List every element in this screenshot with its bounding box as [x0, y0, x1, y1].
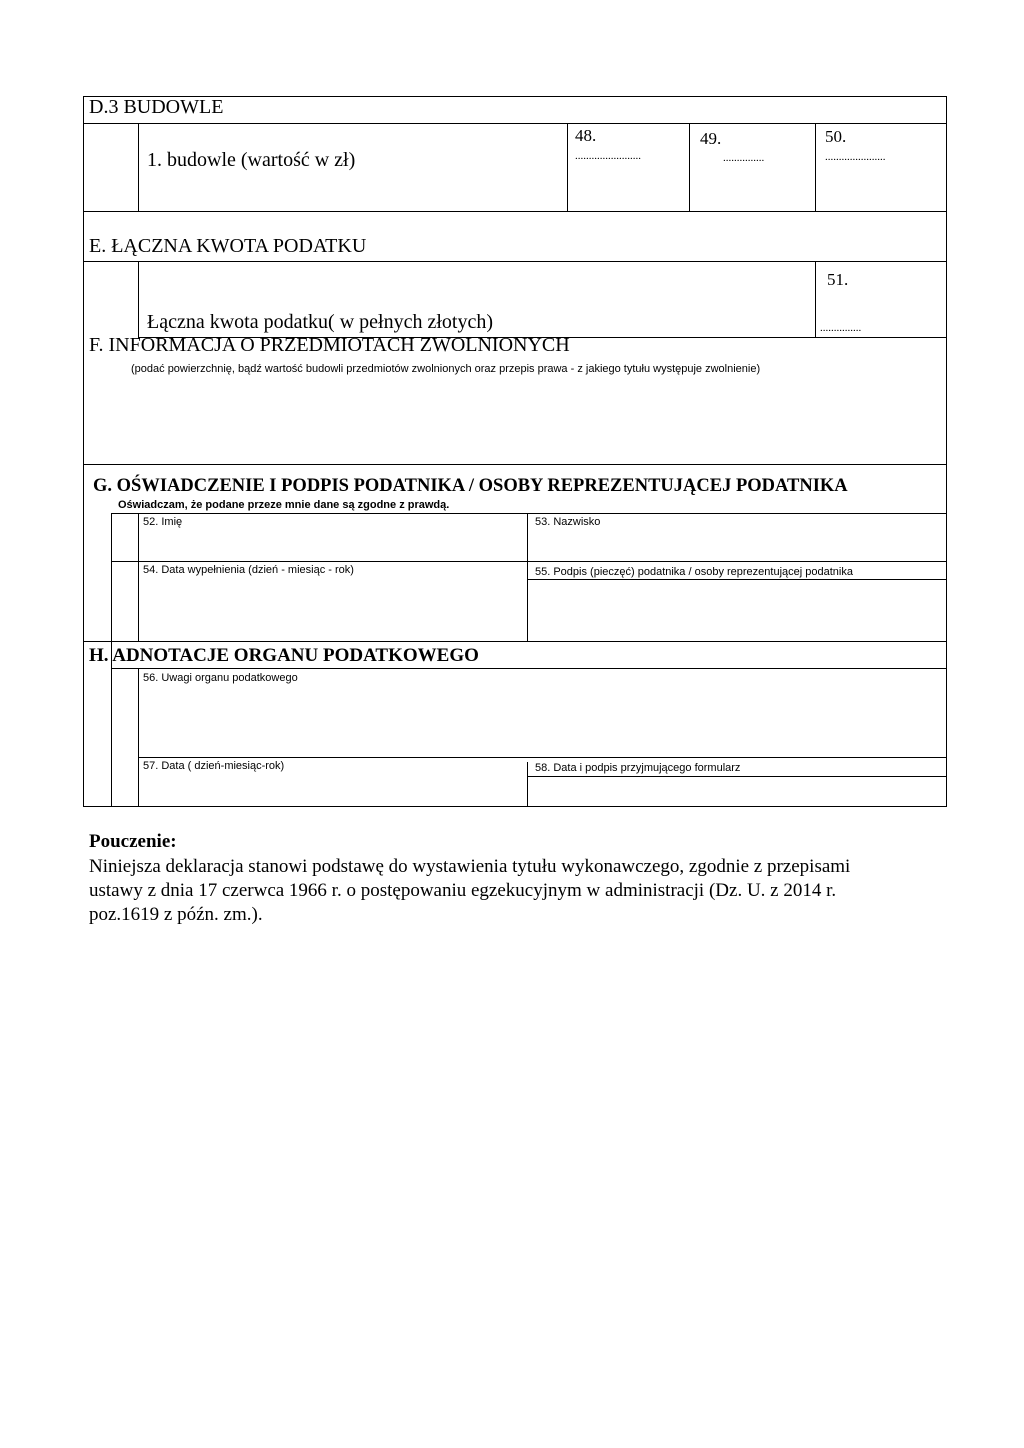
budowle-row-label: 1. budowle (wartość w zł) — [147, 149, 356, 171]
section-f-subtitle: (podać powierzchnię, bądź wartość budowli przedmiotów zwolnionych oraz przepis prawa - z jakiego tytułu występuje zwolnienie) — [131, 363, 761, 375]
receiver-signature-field[interactable] — [530, 779, 944, 805]
field-50-number: 50. — [825, 127, 847, 146]
field-51-number: 51. — [827, 270, 849, 289]
tax-office-notes-field[interactable] — [140, 688, 944, 754]
office-date-field[interactable] — [140, 774, 524, 804]
first-name-field[interactable] — [138, 530, 524, 558]
completion-date-field[interactable] — [138, 580, 524, 638]
notice-line-1: Niniejsza deklaracja stanowi podstawę do wystawienia tytułu wykonawczego, zgodnie z przepisami — [89, 856, 851, 877]
declaration-text: Oświadczam, że podane przeze mnie dane są zgodne z prawdą. — [118, 499, 450, 511]
notice-line-2: ustawy z dnia 17 czerwca 1966 r. o postępowaniu egzekucyjnym w administracji (Dz. U. z 2014 r. — [89, 880, 837, 901]
last-name-field[interactable] — [530, 530, 944, 558]
field-50-input[interactable]: ...................... — [825, 151, 886, 163]
total-tax-label: Łączna kwota podatku( w pełnych złotych) — [147, 311, 493, 333]
field-56-label: 56. Uwagi organu podatkowego — [143, 672, 298, 684]
field-54-label: 54. Data wypełnienia (dzień - miesiąc - rok) — [143, 564, 354, 576]
field-49-number: 49. — [700, 129, 722, 148]
section-e-heading: E. ŁĄCZNA KWOTA PODATKU — [89, 235, 367, 257]
field-57-label: 57. Data ( dzień-miesiąc-rok) — [143, 760, 285, 772]
field-58-label: 58. Data i podpis przyjmującego formularz — [535, 762, 741, 774]
field-52-label: 52. Imię — [143, 516, 183, 528]
taxpayer-signature-field[interactable] — [530, 582, 944, 638]
section-d-heading: D.3 BUDOWLE — [89, 96, 224, 118]
section-g-heading: G. OŚWIADCZENIE I PODPIS PODATNIKA / OSOBY REPREZENTUJĄCEJ PODATNIKA — [93, 476, 848, 496]
section-f-heading: F. INFORMACJA O PRZEDMIOTACH ZWOLNIONYCH — [89, 334, 570, 356]
field-55-label: 55. Podpis (pieczęć) podatnika / osoby reprezentującej podatnika — [535, 566, 853, 578]
exempt-items-area[interactable] — [90, 385, 940, 460]
field-51-input[interactable]: ............... — [820, 322, 862, 334]
field-48-input[interactable]: ........................ — [575, 150, 641, 162]
notice-title: Pouczenie: — [89, 831, 177, 852]
field-48-number: 48. — [575, 126, 597, 145]
field-53-label: 53. Nazwisko — [535, 516, 601, 528]
field-49-input[interactable]: ............... — [723, 152, 765, 164]
notice-line-3: poz.1619 z późn. zm.). — [89, 904, 263, 925]
section-h-heading: H. ADNOTACJE ORGANU PODATKOWEGO — [89, 645, 479, 666]
